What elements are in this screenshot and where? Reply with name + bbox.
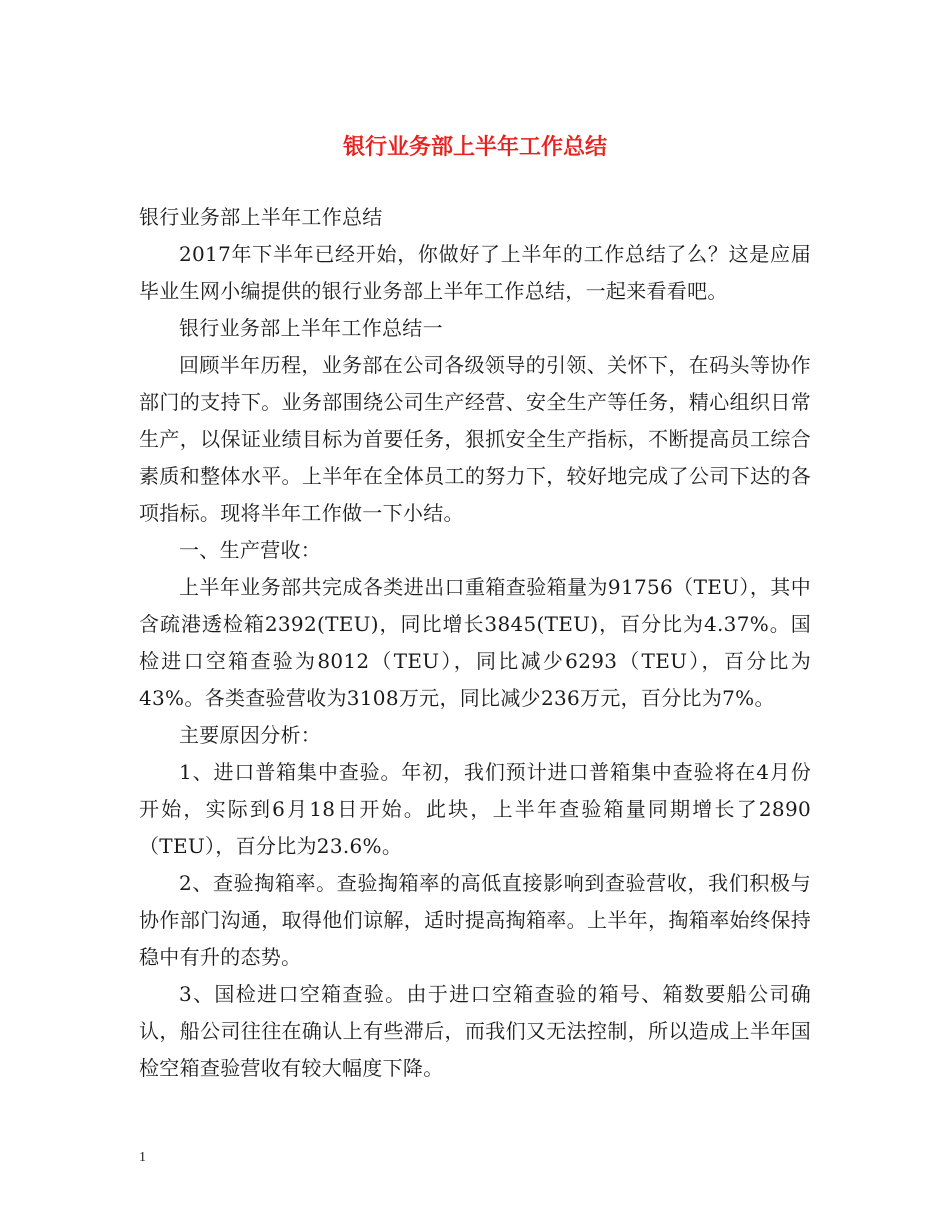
paragraph-reason-3: 3、国检进口空箱查验。由于进口空箱查验的箱号、箱数要船公司确认，船公司往往在确认上有些滞后，而我们又无法控制，所以造成上半年国检空箱查验营收有较大幅度下降。 bbox=[139, 982, 811, 1080]
page-number: 1 bbox=[139, 1150, 146, 1165]
paragraph-analysis-heading: 主要原因分析： bbox=[179, 723, 322, 747]
paragraph-review: 回顾半年历程，业务部在公司各级领导的引领、关怀下，在码头等协作部门的支持下。业务部围绕公司生产经营、安全生产等任务，精心组织日常生产，以保证业绩目标为首要任务，狠抓安全生产指标，不断提高员工综合素质和整体水平。上半年在全体员工的努力下，较好地完成了公司下达的各项指标。现将半年工作做一下小结。 bbox=[139, 353, 811, 525]
document-title: 银行业务部上半年工作总结 bbox=[342, 134, 607, 160]
paragraph-subheading-production: 一、生产营收： bbox=[179, 538, 322, 562]
paragraph-reason-2: 2、查验掏箱率。查验掏箱率的高低直接影响到查验营收，我们积极与协作部门沟通，取得他们谅解，适时提高掏箱率。上半年，掏箱率始终保持稳中有升的态势。 bbox=[139, 871, 811, 969]
document-body bbox=[139, 199, 811, 1087]
paragraph-heading: 银行业务部上半年工作总结 bbox=[139, 205, 383, 229]
paragraph-intro: 2017年下半年已经开始，你做好了上半年的工作总结了么？这是应届毕业生网小编提供的银行业务部上半年工作总结，一起来看看吧。 bbox=[139, 242, 811, 303]
paragraph-reason-1: 1、进口普箱集中查验。年初，我们预计进口普箱集中查验将在4月份开始，实际到6月18日开始。此块，上半年查验箱量同期增长了2890（TEU），百分比为23.6%。 bbox=[139, 760, 811, 858]
paragraph-section-title: 银行业务部上半年工作总结一 bbox=[179, 316, 443, 340]
paragraph-production-stats: 上半年业务部共完成各类进出口重箱查验箱量为91756（TEU），其中含疏港透检箱2392(TEU)，同比增长3845(TEU)，百分比为4.37%。国检进口空箱查验为8012（TEU），同比减少6293（TEU），百分比为43%。各类查验营收为3108万元，同比减少236万元，百分比为7%。 bbox=[139, 575, 811, 710]
